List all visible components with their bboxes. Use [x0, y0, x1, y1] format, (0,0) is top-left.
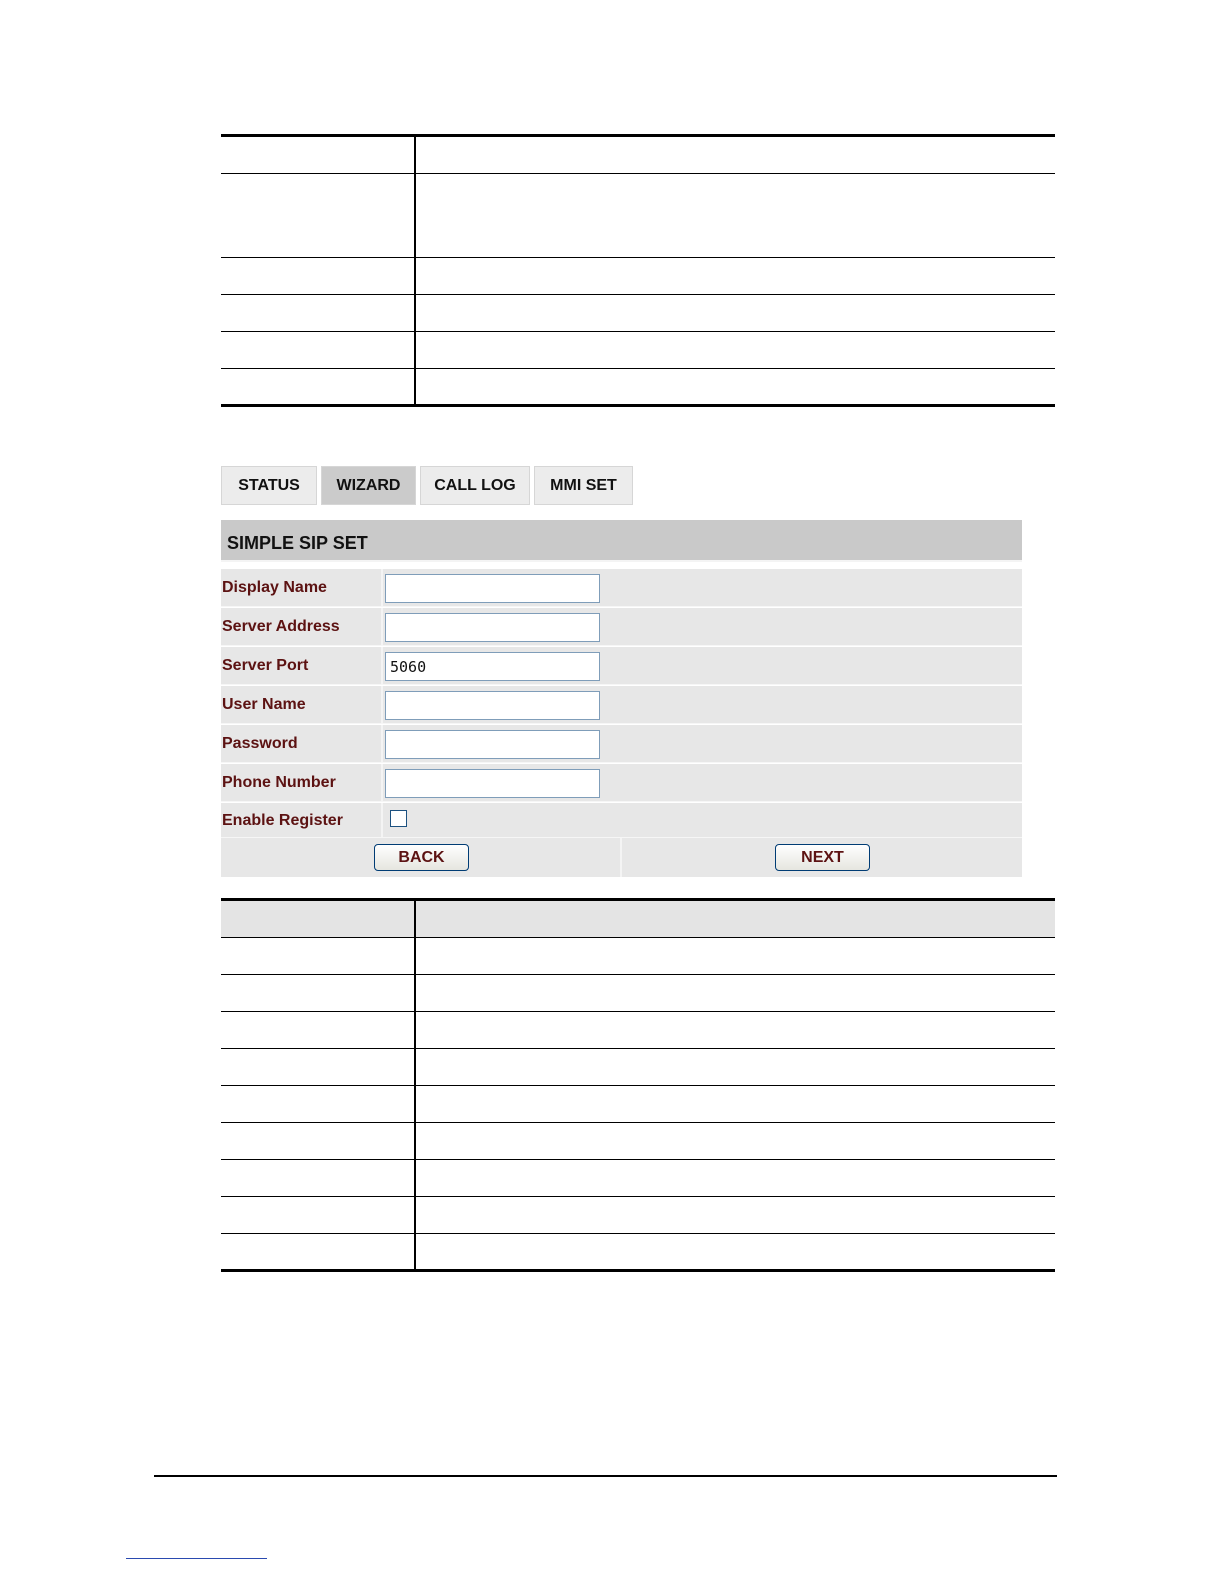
form-row-server-port [221, 647, 1022, 685]
back-button[interactable]: BACK [374, 844, 469, 871]
table-row [221, 369, 1055, 406]
table-row [221, 938, 1055, 975]
table-row [221, 1049, 1055, 1086]
table-row [221, 136, 1055, 174]
tab-mmi-set[interactable]: MMI SET [534, 466, 633, 505]
password-input[interactable] [385, 730, 600, 759]
form-row-user-name [221, 686, 1022, 724]
divider [381, 764, 383, 801]
enable-register-checkbox[interactable] [390, 810, 407, 827]
user-name-label: User Name [222, 696, 306, 713]
table-row [221, 174, 1055, 258]
divider [381, 725, 383, 762]
form-row-server-address [221, 608, 1022, 646]
phone-number-label: Phone Number [222, 774, 336, 791]
footer-rule [154, 1475, 1057, 1477]
user-name-input[interactable] [385, 691, 600, 720]
server-address-input[interactable] [385, 613, 600, 642]
divider [381, 686, 383, 723]
simple-sip-set-panel [221, 520, 1022, 877]
footer-link-underline [126, 1558, 267, 1559]
tab-wizard[interactable]: WIZARD [321, 466, 416, 505]
server-address-label: Server Address [222, 618, 340, 635]
enable-register-label: Enable Register [222, 812, 343, 829]
tab-status[interactable]: STATUS [221, 466, 317, 505]
table-row [221, 1012, 1055, 1049]
bottom-document-table [221, 898, 1055, 1272]
table-row [221, 1197, 1055, 1234]
divider [381, 803, 383, 837]
form-row-phone-number [221, 764, 1022, 802]
form-row-enable-register [221, 803, 1022, 838]
table-row [221, 295, 1055, 332]
divider [381, 569, 383, 606]
table-row [221, 1086, 1055, 1123]
table-row [221, 975, 1055, 1012]
table-row [221, 332, 1055, 369]
divider [381, 647, 383, 684]
table-row [221, 1234, 1055, 1271]
divider [381, 608, 383, 645]
form-row-password [221, 725, 1022, 763]
password-label: Password [222, 735, 298, 752]
phone-number-input[interactable] [385, 769, 600, 798]
table-row [221, 258, 1055, 295]
table-row [221, 1160, 1055, 1197]
display-name-label: Display Name [222, 579, 327, 596]
tab-call-log[interactable]: CALL LOG [420, 466, 530, 505]
panel-title: SIMPLE SIP SET [221, 520, 1022, 562]
button-row [221, 838, 1022, 877]
divider [620, 838, 622, 877]
table-row [221, 1123, 1055, 1160]
form-row-display-name [221, 569, 1022, 607]
server-port-label: Server Port [222, 657, 309, 674]
next-button[interactable]: NEXT [775, 844, 870, 871]
top-document-table [221, 134, 1055, 407]
table-header-row [221, 900, 1055, 938]
display-name-input[interactable] [385, 574, 600, 603]
server-port-input[interactable] [385, 652, 600, 681]
